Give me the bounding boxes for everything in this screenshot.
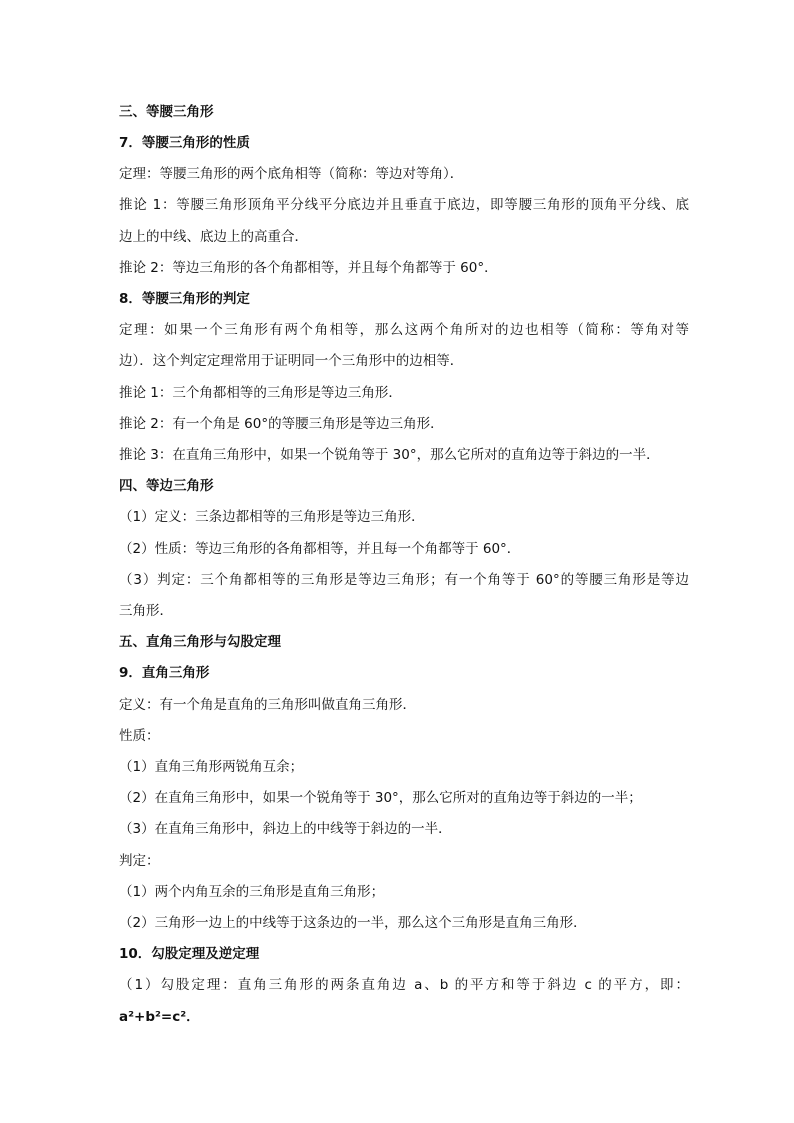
h10-pythagorean-formula: a²+b²=c²． <box>119 1009 200 1025</box>
h9-property-3: （3）在直角三角形中，斜边上的中线等于斜边的一半． <box>119 821 452 837</box>
heading-8: 8．等腰三角形的判定 <box>119 291 250 307</box>
sec4-definition: （1）定义：三条边都相等的三角形是等边三角形． <box>119 509 425 525</box>
h8-corollary-1: 推论 1：三个角都相等的三角形是等边三角形． <box>119 385 402 401</box>
h9-property-1: （1）直角三角形两锐角互余； <box>119 759 304 775</box>
h8-theorem-line-1: 定理：如果一个三角形有两个角相等，那么这两个角所对的边也相等（简称：等角对等 <box>119 322 689 338</box>
section-5-heading: 五、直角三角形与勾股定理 <box>119 634 281 650</box>
h7-corollary-2: 推论 2：等边三角形的各个角都相等，并且每个角都等于 60°． <box>119 260 498 276</box>
section-3-heading: 三、等腰三角形 <box>119 104 214 120</box>
h9-property-label: 性质： <box>119 728 160 744</box>
sec4-property: （2）性质：等边三角形的各角都相等，并且每一个角都等于 60°． <box>119 541 521 557</box>
h9-judgment-1: （1）两个内角互余的三角形是直角三角形； <box>119 884 385 900</box>
h9-property-2: （2）在直角三角形中，如果一个锐角等于 30°，那么它所对的直角边等于斜边的一半； <box>119 790 642 806</box>
section-4-heading: 四、等边三角形 <box>119 478 214 494</box>
heading-9: 9．直角三角形 <box>119 665 210 681</box>
h9-judgment-2: （2）三角形一边上的中线等于这条边的一半，那么这个三角形是直角三角形． <box>119 915 587 931</box>
h8-corollary-2: 推论 2：有一个角是 60°的等腰三角形是等边三角形． <box>119 416 444 432</box>
h7-corollary-1-line-1: 推论 1：等腰三角形顶角平分线平分底边并且垂直于底边，即等腰三角形的顶角平分线、底 <box>119 197 689 213</box>
h7-corollary-1-line-2: 边上的中线、底边上的高重合． <box>119 229 308 245</box>
h8-corollary-3: 推论 3：在直角三角形中，如果一个锐角等于 30°，那么它所对的直角边等于斜边的一半． <box>119 447 660 463</box>
sec4-judgment-line-1: （3）判定：三个角都相等的三角形是等边三角形；有一个角等于 60°的等腰三角形是等边 <box>119 572 689 588</box>
heading-7: 7．等腰三角形的性质 <box>119 135 250 151</box>
h9-definition: 定义：有一个角是直角的三角形叫做直角三角形． <box>119 697 416 713</box>
sec4-judgment-line-2: 三角形． <box>119 603 173 619</box>
h9-judgment-label: 判定： <box>119 853 160 869</box>
h10-pythagorean-line-1: （1）勾股定理：直角三角形的两条直角边 a、b 的平方和等于斜边 c 的平方，即： <box>119 977 689 993</box>
heading-10: 10．勾股定理及逆定理 <box>119 946 260 962</box>
h7-theorem: 定理：等腰三角形的两个底角相等（简称：等边对等角）． <box>119 166 464 182</box>
h8-theorem-line-2: 边）．这个判定定理常用于证明同一个三角形中的边相等． <box>119 353 464 369</box>
